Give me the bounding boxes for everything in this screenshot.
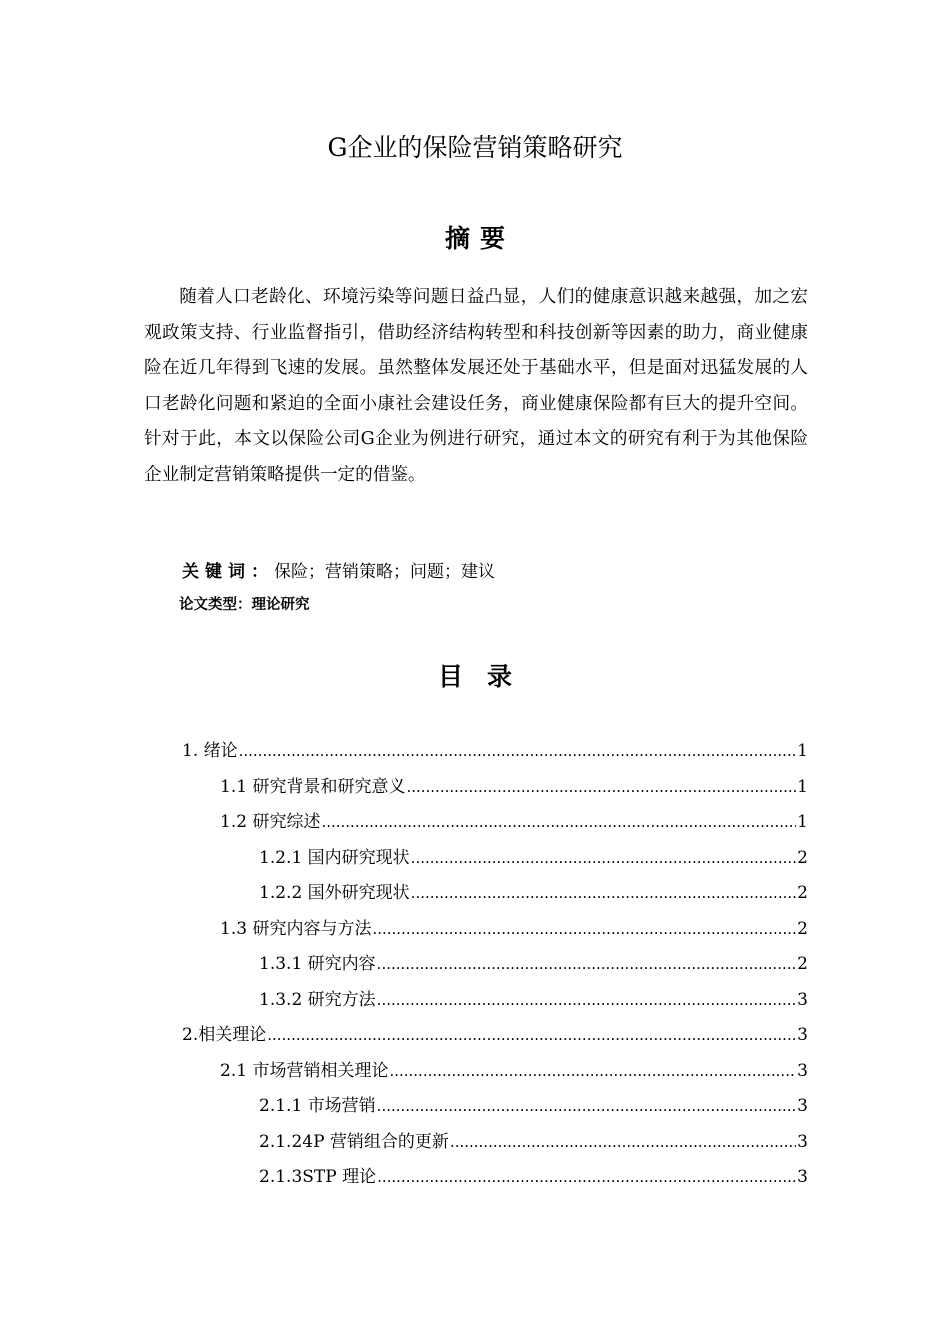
- toc-entry-title: 2.1 市场营销相关理论: [220, 1060, 389, 1081]
- toc-page-number: 3: [797, 1025, 808, 1045]
- toc-entry-title: 1.2.2 国外研究现状: [259, 883, 410, 903]
- toc-entry-title: 2.相关理论: [182, 1025, 267, 1045]
- toc-entry[interactable]: [259, 1089, 808, 1123]
- toc-leader-dots: [377, 1089, 797, 1123]
- document-title: G企业的保险营销策略研究: [327, 133, 623, 162]
- abstract-body: [144, 280, 808, 493]
- abstract-heading: 摘要: [444, 224, 515, 253]
- toc-leader-dots: [377, 947, 797, 981]
- toc-leader-dots: [411, 841, 797, 875]
- toc-page-number: 1: [797, 776, 808, 797]
- toc-entry[interactable]: [220, 912, 808, 946]
- toc-page-number: 2: [797, 918, 808, 939]
- toc-leader-dots: [411, 876, 797, 910]
- toc-entry[interactable]: [259, 876, 808, 910]
- toc-page-number: 3: [797, 989, 808, 1010]
- toc-entry-title: 1. 绪论: [182, 741, 238, 761]
- toc-leader-dots: [377, 1160, 796, 1194]
- toc-entry[interactable]: [220, 770, 808, 804]
- toc-entry[interactable]: [259, 1160, 808, 1194]
- abstract-paragraph: 随着人口老龄化、环境污染等问题日益凸显，人们的健康意识越来越强，加之宏观政策支持、行业监督指引，借助经济结构转型和科技创新等因素的助力，商业健康险在近几年得到飞速的发展。虽然整体发展还处于基础水平，但是面对迅猛发展的人口老龄化问题和紧迫的全面小康社会建设任务，商业健康保险都有巨大的提升空间。针对于此，本文以保险公司G企业为例进行研究，通过本文的研究有利于为其他保险企业制定营销策略提供一定的借鉴。: [144, 287, 808, 485]
- keywords-line: [182, 557, 495, 587]
- toc-page-number: 3: [797, 1096, 808, 1116]
- toc-entry-title: 1.3 研究内容与方法: [220, 918, 372, 939]
- toc-entry[interactable]: [259, 947, 808, 981]
- toc-page-number: 3: [797, 1060, 808, 1081]
- toc-entry[interactable]: [182, 1018, 808, 1052]
- toc-page-number: 3: [797, 1167, 808, 1187]
- toc-leader-dots: [377, 983, 797, 1017]
- toc-entry[interactable]: [259, 841, 808, 875]
- toc-entry-title: 1.1 研究背景和研究意义: [220, 776, 406, 797]
- keywords-label: 关键词：: [182, 562, 274, 582]
- toc-leader-dots: [267, 1018, 796, 1052]
- toc-leader-dots: [450, 1125, 796, 1159]
- toc-leader-dots: [239, 734, 797, 768]
- keywords-value: 保险；营销策略；问题；建议: [274, 562, 495, 582]
- toc-page-number: 2: [797, 883, 808, 903]
- toc-heading: 目录: [437, 662, 536, 691]
- toc-page-number: 1: [797, 741, 808, 761]
- paper-type-line: 论文类型：理论研究: [179, 596, 310, 613]
- toc-leader-dots: [372, 912, 796, 946]
- toc-entry[interactable]: [182, 734, 808, 768]
- toc-entry[interactable]: [220, 1054, 808, 1088]
- toc-entry-title: 1.3.1 研究内容: [259, 954, 376, 974]
- toc-page-number: 2: [797, 847, 808, 868]
- toc-entry-title: 1.2 研究综述: [220, 812, 321, 832]
- toc-entry-title: 1.2.1 国内研究现状: [259, 847, 410, 868]
- toc-entry[interactable]: [259, 983, 808, 1017]
- toc-page-number: 1: [797, 812, 808, 832]
- toc-leader-dots: [321, 805, 796, 839]
- toc-entry[interactable]: [220, 805, 808, 839]
- toc-entry-title: 2.1.24P 营销组合的更新: [259, 1131, 449, 1152]
- toc-leader-dots: [406, 770, 796, 804]
- toc-page-number: 2: [797, 954, 808, 974]
- toc-leader-dots: [389, 1054, 796, 1088]
- toc-entry-title: 2.1.3STP 理论: [259, 1167, 377, 1187]
- toc-entry-title: 1.3.2 研究方法: [259, 989, 376, 1010]
- toc-entry-title: 2.1.1 市场营销: [259, 1096, 376, 1116]
- toc-entry[interactable]: [259, 1125, 808, 1159]
- toc-page-number: 3: [797, 1131, 808, 1152]
